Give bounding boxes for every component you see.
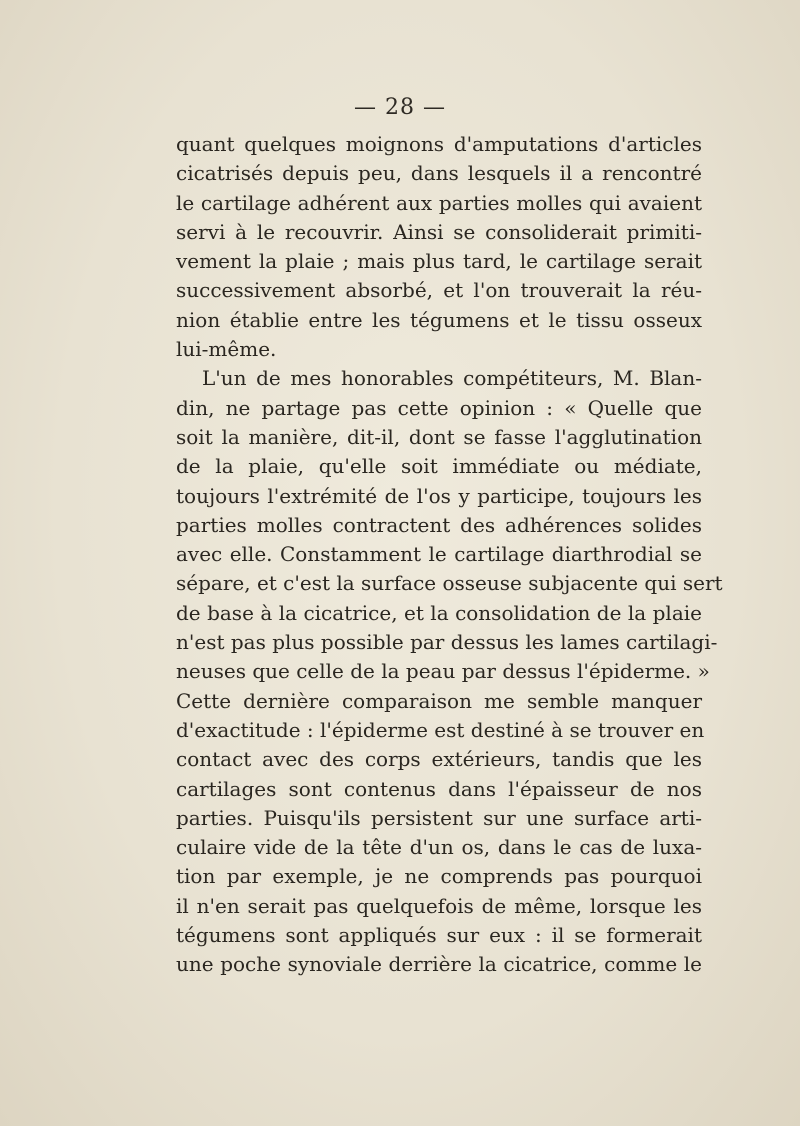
text-line: n'est pas plus possible par dessus les lames cartilagi- (176, 630, 718, 655)
text-line: il n'en serait pas quelquefois de même, lorsque les (176, 893, 702, 918)
text-line: le cartilage adhérent aux parties molles qui avaient (176, 190, 702, 215)
text-line: de base à la cicatrice, et la consolidation de la plaie (176, 600, 702, 625)
text-line: de la plaie, qu'elle soit immédiate ou médiate, (176, 454, 702, 479)
text-line: cartilages sont contenus dans l'épaisseur de nos (176, 776, 702, 801)
text-line: tion par exemple, je ne comprends pas pourquoi (176, 864, 702, 889)
paragraph-end-line: lui-même. (176, 337, 277, 362)
text-line: din, ne partage pas cette opinion : « Quelle que (176, 395, 702, 420)
text-line: d'exactitude : l'épiderme est destiné à se trouver en (176, 717, 705, 742)
paragraph-start-line: L'un de mes honorables compétiteurs, M. Blan- (202, 366, 702, 391)
text-line: quant quelques moignons d'amputations d'articles (176, 132, 702, 156)
text-line: neuses que celle de la peau par dessus l'épiderme. » (176, 659, 710, 684)
text-line: nion établie entre les tégumens et le tissu osseux (176, 307, 702, 332)
text-line: toujours l'extrémité de l'os y participe, toujours les (176, 483, 702, 508)
text-line: Cette dernière comparaison me semble manquer (176, 688, 702, 713)
text-line: vement la plaie ; mais plus tard, le cartilage serait (176, 249, 702, 274)
text-line: tégumens sont appliqués sur eux : il se formerait (176, 923, 702, 948)
body-text (176, 130, 723, 980)
text-line: avec elle. Constamment le cartilage diarthrodial se (176, 542, 702, 567)
text-line: successivement absorbé, et l'on trouverait la réu- (176, 278, 702, 303)
text-line: soit la manière, dit-il, dont se fasse l'agglutination (176, 424, 702, 449)
text-line: parties molles contractent des adhérences solides (176, 512, 702, 537)
text-line: culaire vide de la tête d'un os, dans le cas de luxa- (176, 835, 702, 860)
text-line: parties. Puisqu'ils persistent sur une surface arti- (176, 805, 702, 830)
text-line: sépare, et c'est la surface osseuse subjacente qui sert (176, 571, 723, 596)
page-number: — 28 — (354, 95, 446, 120)
text-line: contact avec des corps extérieurs, tandis que les (176, 747, 702, 772)
text-line: une poche synoviale derrière la cicatrice, comme le (176, 952, 702, 977)
text-line: cicatrisés depuis peu, dans lesquels il a rencontré (176, 161, 702, 186)
text-line: servi à le recouvrir. Ainsi se consoliderait primiti- (176, 219, 702, 244)
